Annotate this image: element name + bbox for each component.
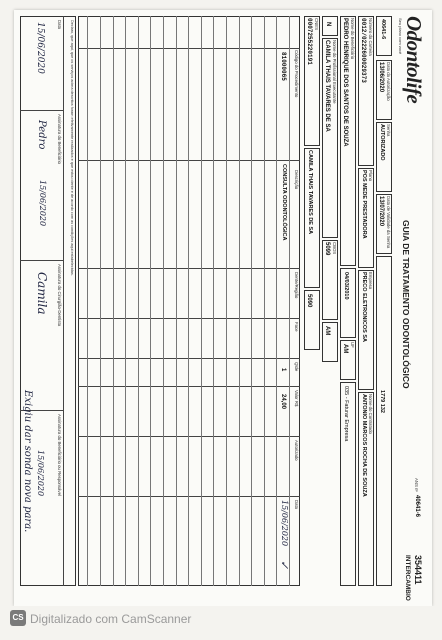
table-row-line xyxy=(226,16,227,586)
table-row-line xyxy=(213,16,214,586)
table-row-line xyxy=(289,16,290,586)
procedure-quantity: 1 xyxy=(280,368,286,372)
table-row-line xyxy=(239,16,240,586)
procedure-value: 24,00 xyxy=(280,394,286,410)
table-row-line xyxy=(264,16,265,586)
signature-date-3: 15/06/2020 xyxy=(36,450,45,497)
table-row-line xyxy=(100,16,101,586)
procedure-description: CONSULTA ODONTOLÓGICA xyxy=(281,164,287,241)
scanned-document xyxy=(14,10,432,606)
form-title: GUIA DE TRATAMENTO ODONTOLÓGICO xyxy=(401,220,411,389)
scanner-footer xyxy=(0,606,442,640)
table-row-line xyxy=(113,16,114,586)
tick-mark: ✓ xyxy=(278,560,291,570)
table-row-line xyxy=(276,16,277,586)
table-row-line xyxy=(150,16,151,586)
table-row-line xyxy=(125,16,126,586)
beneficiary-signature: Pedro xyxy=(36,120,47,150)
registry-number: 40641-6 xyxy=(414,495,420,518)
table-row-line xyxy=(176,16,177,586)
declaration-text: Declaro, que aqui, que os serviços acima descritos foram efetivamente realizados e que estou ciente e de acordo com as condições aqui estabelecidas. xyxy=(70,20,74,276)
brand-logo: Odontolife xyxy=(402,16,426,104)
table-row-line xyxy=(138,16,139,586)
camscanner-watermark: Digitalizado com CamScanner xyxy=(30,612,192,626)
header-right-field xyxy=(376,256,392,586)
table-row-line xyxy=(188,16,189,586)
signature-date-1: 15/06/2020 xyxy=(35,22,45,74)
exchange-label: INTERCAMBIO xyxy=(404,555,411,601)
procedure-code: 81000065 xyxy=(280,52,287,81)
table-row-line xyxy=(87,16,88,586)
signature-date-2: 15/06/2020 xyxy=(38,180,47,227)
procedure-date-handwritten: 15/06/2020 xyxy=(280,500,289,547)
table-row-line xyxy=(251,16,252,586)
table-row-line xyxy=(201,16,202,586)
dental-treatment-form: Odontolife Seu plano com você GUIA DE TRATAMENTO ODONTOLÓGICO ANS nº 40641-6 354411 INTERCAMBIO 40641-6 Data da Autorização 13/06/2020 Senha AUTORIZADO Data de Validade da Senha 13/07/2020 1779 132 Número da Carteira 0012/0222600029373 Plano POS MEDE PRESTADORA Empresa PRECO ELETRONICOS SA Nome do Contratado ANTONIO MARCOS ROCHA DE SOUZA Nome do Beneficiário PEDRO HENRIQUE DOS SANTOS DE SOUZA 04/03/2010 UF AM 035 - Faturar Empresa N Nome do Profissional Executante CAMILA THAIS TAVARES DE SA CBOS 5099 AM CNES 0007255220191 CAMILA THAIS TAVARES DE SA 5090 Código do Procedimento Descrição Dente/Região Face Qtde Valor R$ Autorizado Data 81000065 CONSULTA ODONTOLÓGICA 1 24,00 15/06/2020 ✓ Declaro, que aqui, que os serviços acima descritos foram efetivamente realizados e que estou ciente e de acordo com as condições aqui estabelecidas. Data 15/06/2020 Assinatura do Beneficiário Pedro 15/06/2020 Assinatura do Cirurgião-Dentista Camila Assinatura do Beneficiário ou Responsável 15/06/2020 Exigiu dar sonda nova para. xyxy=(22,16,426,601)
registry-prefix: ANS nº xyxy=(414,478,419,492)
dentist-signature: Camila xyxy=(35,272,49,315)
guide-number: 354411 xyxy=(413,555,423,585)
table-row-line xyxy=(163,16,164,586)
camscanner-badge: CS xyxy=(10,610,26,626)
brand-tagline: Seu plano com você xyxy=(398,18,403,55)
handwritten-note: Exigiu dar sonda nova para. xyxy=(22,390,33,533)
